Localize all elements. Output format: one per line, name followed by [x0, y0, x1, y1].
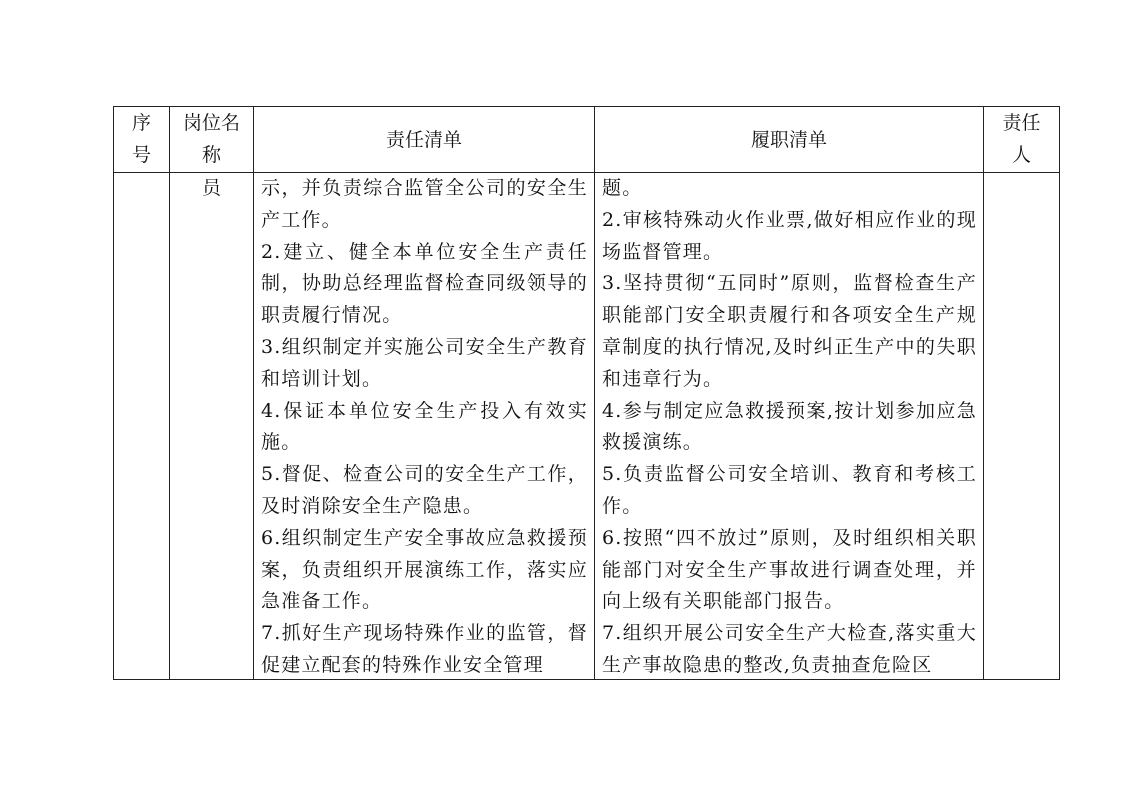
responsibility-item: 2.建立、健全本单位安全生产责任制，协助总经理监督检查同级领导的职责履行情况。 — [261, 240, 588, 327]
header-responsibility-list: 责任清单 — [254, 107, 595, 173]
header-serial-number — [114, 107, 170, 173]
responsibility-item: 7.抓好生产现场特殊作业的监管，督促建立配套的特殊作业安全管理 — [261, 622, 588, 676]
header-serial-line-2: 号 — [131, 144, 151, 166]
header-person-line-2: 人 — [1011, 144, 1031, 166]
performance-item: 2.审核特殊动火作业票,做好相应作业的现场监督管理。 — [602, 208, 977, 263]
cell-responsible-person — [984, 173, 1060, 680]
header-serial-line-1: 序 — [131, 112, 151, 134]
post-name-text: 员 — [201, 177, 221, 199]
cell-post-name — [170, 173, 254, 680]
performance-item: 4.参与制定应急救援预案,按计划参加应急救援演练。 — [602, 399, 977, 454]
performance-item: 题。 — [602, 177, 643, 199]
performance-item: 3.坚持贯彻“五同时”原则，监督检查生产职能部门安全职责履行和各项安全生产规章制度的执行情况,及时纠正生产中的失职和违章行为。 — [602, 272, 977, 390]
header-responsible-person — [984, 107, 1060, 173]
table-row — [114, 173, 1060, 680]
performance-item: 6.按照“四不放过”原则，及时组织相关职能部门对安全生产事故进行调查处理，并向上级有关职能部门报告。 — [602, 526, 977, 613]
performance-item: 5.负责监督公司安全培训、教育和考核工作。 — [602, 463, 977, 517]
cell-performance-list — [595, 173, 984, 680]
cell-serial-number — [114, 173, 170, 680]
responsibility-item: 示，并负责综合监管全公司的安全生产工作。 — [261, 177, 588, 231]
cell-responsibility-list — [254, 173, 595, 680]
responsibility-item: 5.督促、检查公司的安全生产工作，及时消除安全生产隐患。 — [261, 463, 588, 517]
header-person-line-1: 责任 — [1002, 112, 1041, 134]
header-performance-list: 履职清单 — [595, 107, 984, 173]
table-header-row — [114, 107, 1060, 173]
header-post-name — [170, 107, 254, 173]
responsibility-items — [254, 173, 594, 679]
responsibility-item: 6.组织制定生产安全事故应急救援预案，负责组织开展演练工作，落实应急准备工作。 — [261, 526, 588, 613]
header-post-line-1: 岗位名 — [182, 112, 240, 134]
header-post-line-2: 称 — [201, 144, 221, 166]
performance-items — [595, 173, 983, 679]
responsibility-item: 3.组织制定并实施公司安全生产教育和培训计划。 — [261, 335, 588, 390]
performance-item: 7.组织开展公司安全生产大检查,落实重大生产事故隐患的整改,负责抽查危险区 — [602, 622, 977, 676]
responsibility-item: 4.保证本单位安全生产投入有效实施。 — [261, 399, 588, 454]
responsibility-table — [113, 106, 1060, 680]
